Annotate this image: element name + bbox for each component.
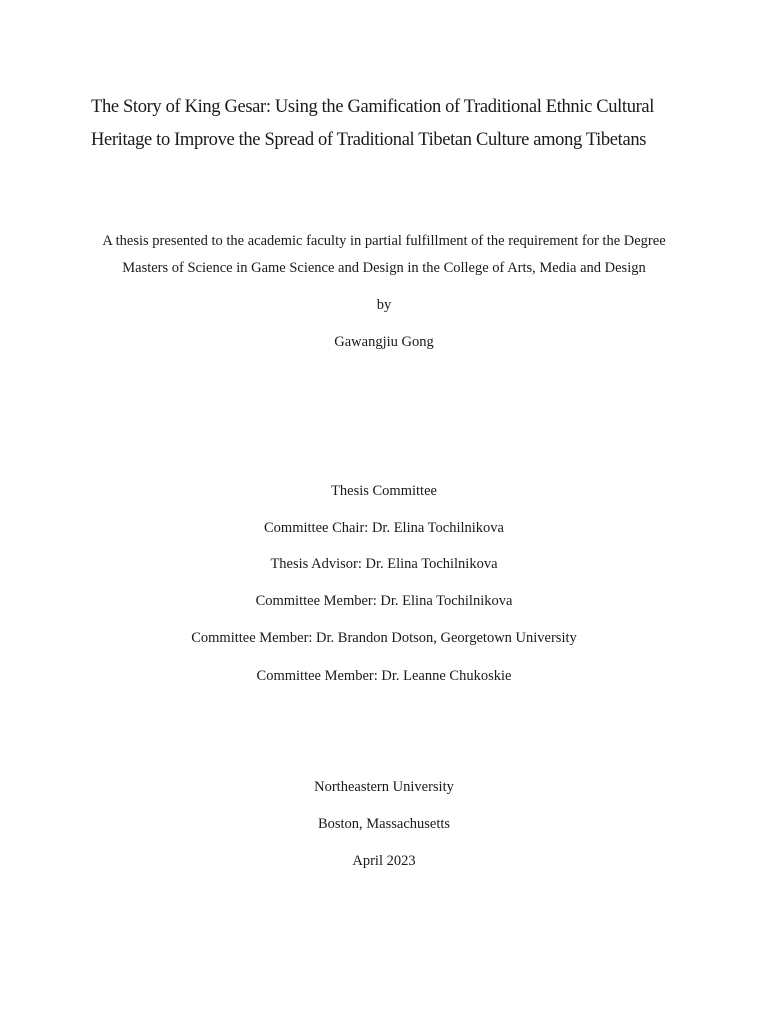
thesis-title [91, 91, 691, 157]
committee-member: Committee Member: Dr. Elina Tochilnikova [255, 593, 513, 609]
committee-heading: Thesis Committee [331, 483, 437, 499]
by-label: by [376, 297, 392, 313]
committee-member: Committee Member: Dr. Brandon Dotson, Georgetown University [191, 630, 577, 646]
thesis-statement-line-1: A thesis presented to the academic faculty in partial fulfillment of the requirement for the Degree [102, 233, 666, 249]
author-name: Gawangjiu Gong [334, 334, 434, 350]
university-name: Northeastern University [314, 779, 454, 795]
thesis-advisor: Thesis Advisor: Dr. Elina Tochilnikova [270, 556, 498, 572]
thesis-statement-line-2: Masters of Science in Game Science and Design in the College of Arts, Media and Design [122, 260, 646, 276]
thesis-title-line-1: The Story of King Gesar: Using the Gamification of Traditional Ethnic Cultural [91, 97, 655, 117]
university-location: Boston, Massachusetts [317, 816, 451, 832]
thesis-title-line-2: Heritage to Improve the Spread of Traditional Tibetan Culture among Tibetans [91, 130, 647, 150]
committee-member: Committee Member: Dr. Leanne Chukoskie [256, 668, 512, 684]
committee-chair: Committee Chair: Dr. Elina Tochilnikova [264, 520, 504, 536]
submission-date: April 2023 [352, 853, 416, 869]
